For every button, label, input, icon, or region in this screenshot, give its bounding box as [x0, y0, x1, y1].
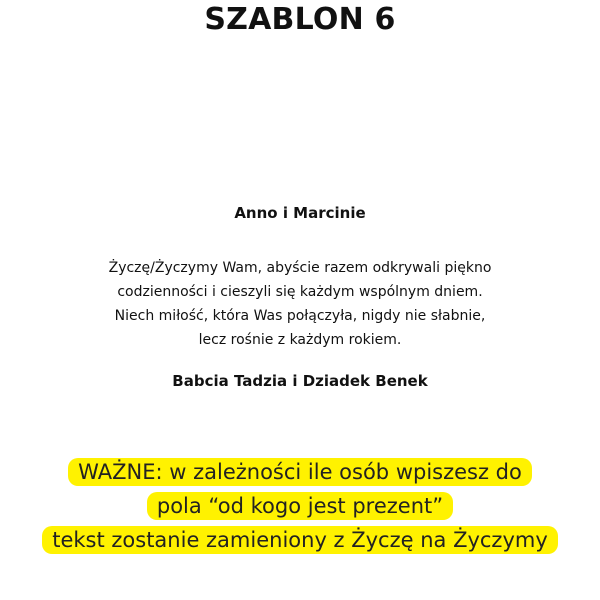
important-note — [0, 455, 600, 557]
note-line — [0, 523, 600, 557]
card-body-line: lecz rośnie z każdym rokiem. — [198, 332, 402, 348]
page-title: SZABLON 6 — [204, 2, 396, 37]
note-line — [0, 455, 600, 489]
note-line-text: pola “od kogo jest prezent” — [147, 492, 453, 520]
card-body-line: codzienności i cieszyli się każdym wspólnym dniem. — [117, 284, 483, 300]
note-line-text: tekst zostanie zamieniony z Życzę na Życzymy — [42, 526, 558, 554]
card-body — [0, 256, 600, 352]
card-greeting: Anno i Marcinie — [234, 204, 366, 222]
card-body-line: Życzę/Życzymy Wam, abyście razem odkrywali piękno — [108, 260, 492, 276]
note-line — [0, 489, 600, 523]
card-body-line: Niech miłość, która Was połączyła, nigdy nie słabnie, — [114, 308, 486, 324]
note-line-text: WAŻNE: w zależności ile osób wpiszesz do — [68, 458, 532, 486]
card-signature: Babcia Tadzia i Dziadek Benek — [172, 372, 428, 390]
